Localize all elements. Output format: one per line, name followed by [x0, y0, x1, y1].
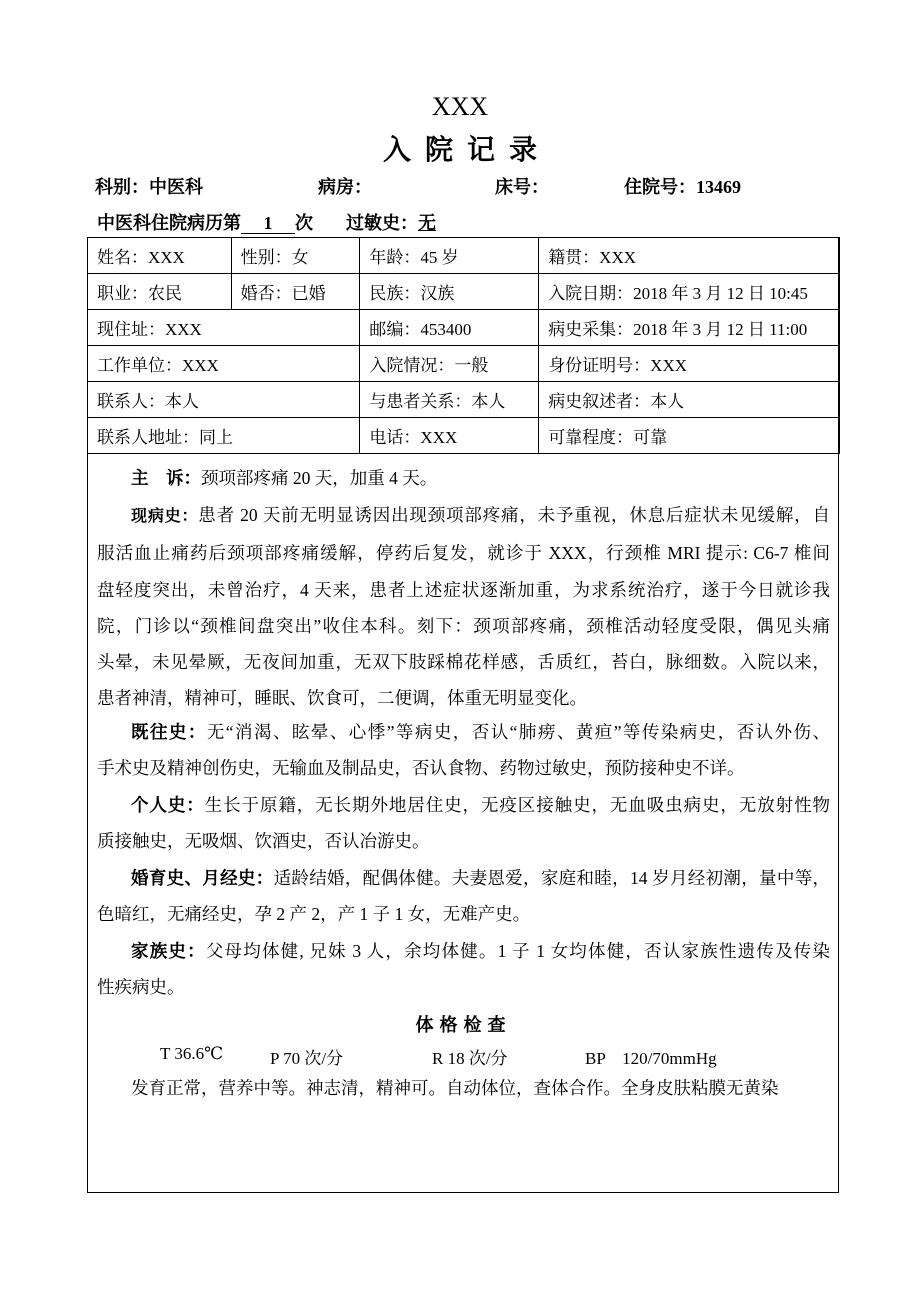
- reliability-cell: 可靠程度：可靠: [539, 418, 840, 454]
- pulse: P 70 次/分: [270, 1049, 344, 1068]
- text-line: 服活血止痛药后颈项部疼痛缓解，停药后复发，就诊于 XXX，行颈椎 MRI 提示: C6-7 椎间: [97, 543, 830, 564]
- contact-address-cell: 联系人地址：同上: [88, 418, 360, 454]
- blood-pressure: BP 120/70mmHg: [585, 1049, 717, 1068]
- employer-cell: 工作单位：XXX: [88, 346, 360, 382]
- native-place-cell: 籍贯：XXX: [539, 238, 840, 274]
- chief-complaint: [97, 460, 830, 496]
- document-title: 入院记录: [382, 135, 551, 166]
- history-count: 1: [241, 213, 295, 234]
- name-cell: 姓名：XXX: [88, 238, 232, 274]
- narrator-cell: 病史叙述者：本人: [539, 382, 840, 418]
- ward: 病房：: [318, 177, 372, 197]
- text-line: 色暗红，无痛经史，孕 2 产 2，产 1 子 1 女，无难产史。: [97, 904, 531, 925]
- text-line: 性疾病史。: [97, 977, 185, 998]
- table-row: [88, 382, 840, 418]
- ethnicity-cell: 民族：汉族: [360, 274, 539, 310]
- text-line: 手术史及精神创伤史，无输血及制品史，否认食物、药物过敏史，预防接种史不详。: [97, 758, 745, 779]
- present-illness: [97, 497, 830, 717]
- age-cell: 年龄：45 岁: [360, 238, 539, 274]
- text-line: 生长于原籍，无长期外地居住史，无疫区接触史，无血吸虫病史，无放射性物: [204, 795, 831, 815]
- history-collection-cell: 病史采集：2018 年 3 月 12 日 11:00: [539, 310, 840, 346]
- phone-cell: 电话：XXX: [360, 418, 539, 454]
- chief-complaint-text: 颈项部疼痛 20 天，加重 4 天。: [201, 468, 438, 488]
- hospital-name: XXX: [431, 92, 489, 121]
- personal-history-label: 个人史：: [131, 795, 205, 815]
- admission-condition-cell: 入院情况：一般: [360, 346, 539, 382]
- postcode-cell: 邮编：453400: [360, 310, 539, 346]
- admission-date-cell: 入院日期：2018 年 3 月 12 日 10:45: [539, 274, 840, 310]
- history-prefix: 中医科住院病历第: [97, 213, 241, 233]
- table-row: [88, 346, 840, 382]
- table-row: [88, 238, 840, 274]
- marital-menstrual-history: [97, 860, 830, 933]
- physical-exam-title: 体格检查: [415, 1015, 512, 1035]
- family-history-label: 家族史：: [131, 941, 206, 961]
- physical-exam-text: 发育正常，营养中等。神志清，精神可。自动体位，查体合作。全身皮肤粘膜无黄染: [131, 1078, 779, 1098]
- chief-complaint-label: 主 诉：: [131, 468, 201, 488]
- present-illness-label: 现病史：: [131, 508, 199, 525]
- history-suffix: 次: [295, 213, 313, 233]
- personal-history: [97, 787, 830, 860]
- family-history: [97, 933, 830, 1006]
- text-line: 院，门诊以“颈椎间盘突出”收住本科。刻下：颈项部疼痛，颈椎活动轻度受限，偶见头痛: [97, 615, 830, 636]
- text-line: 父母均体健, 兄妹 3 人，余均体健。1 子 1 女均体健，否认家族性遗传及传染: [205, 941, 831, 961]
- relationship-cell: 与患者关系：本人: [360, 382, 539, 418]
- text-line: 质接触史，无吸烟、饮酒史，否认冶游史。: [97, 831, 430, 852]
- table-row: [88, 310, 840, 346]
- text-line: 头晕，未见晕厥，无夜间加重，无双下肢踩棉花样感，舌质红，苔白，脉细数。入院以来，: [97, 652, 830, 673]
- marital-menstrual-label: 婚育史、月经史：: [131, 868, 274, 888]
- allergy-line: [346, 209, 436, 235]
- respiration: R 18 次/分: [432, 1049, 508, 1068]
- allergy-label: 过敏史：: [346, 213, 418, 233]
- temperature: T 36.6℃: [160, 1044, 224, 1063]
- patient-info-table: [87, 237, 840, 454]
- table-row: [88, 274, 840, 310]
- text-line: 适龄结婚，配偶体健。夫妻恩爱，家庭和睦，14 岁月经初潮，量中等，: [273, 868, 831, 888]
- id-number-cell: 身份证明号：XXX: [539, 346, 840, 382]
- table-row: [88, 418, 840, 454]
- bed-number: 床号：: [495, 177, 549, 197]
- history-count-line: [97, 209, 313, 235]
- department: 科别：中医科: [95, 177, 203, 197]
- text-line: 盘轻度突出，未曾治疗，4 天来，患者上述症状逐渐加重，为求系统治疗，遂于今日就诊我: [97, 579, 830, 600]
- past-history-label: 既往史：: [131, 722, 207, 742]
- allergy-value: 无: [418, 213, 436, 233]
- occupation-cell: 职业：农民: [88, 274, 232, 310]
- marital-cell: 婚否：已婚: [231, 274, 360, 310]
- text-line: 无“消渴、眩晕、心悸”等病史，否认“肺痨、黄疸”等传染病史，否认外伤、: [206, 722, 830, 742]
- text-line: 患者 20 天前无明显诱因出现颈项部疼痛，未予重视，休息后症状未见缓解，自: [198, 505, 830, 525]
- contact-cell: 联系人：本人: [88, 382, 360, 418]
- sex-cell: 性别：女: [231, 238, 360, 274]
- address-cell: 现住址：XXX: [88, 310, 360, 346]
- past-history: [97, 714, 830, 787]
- admission-number: 住院号：13469: [624, 177, 741, 197]
- text-line: 患者神清，精神可，睡眠、饮食可，二便调，体重无明显变化。: [97, 688, 587, 709]
